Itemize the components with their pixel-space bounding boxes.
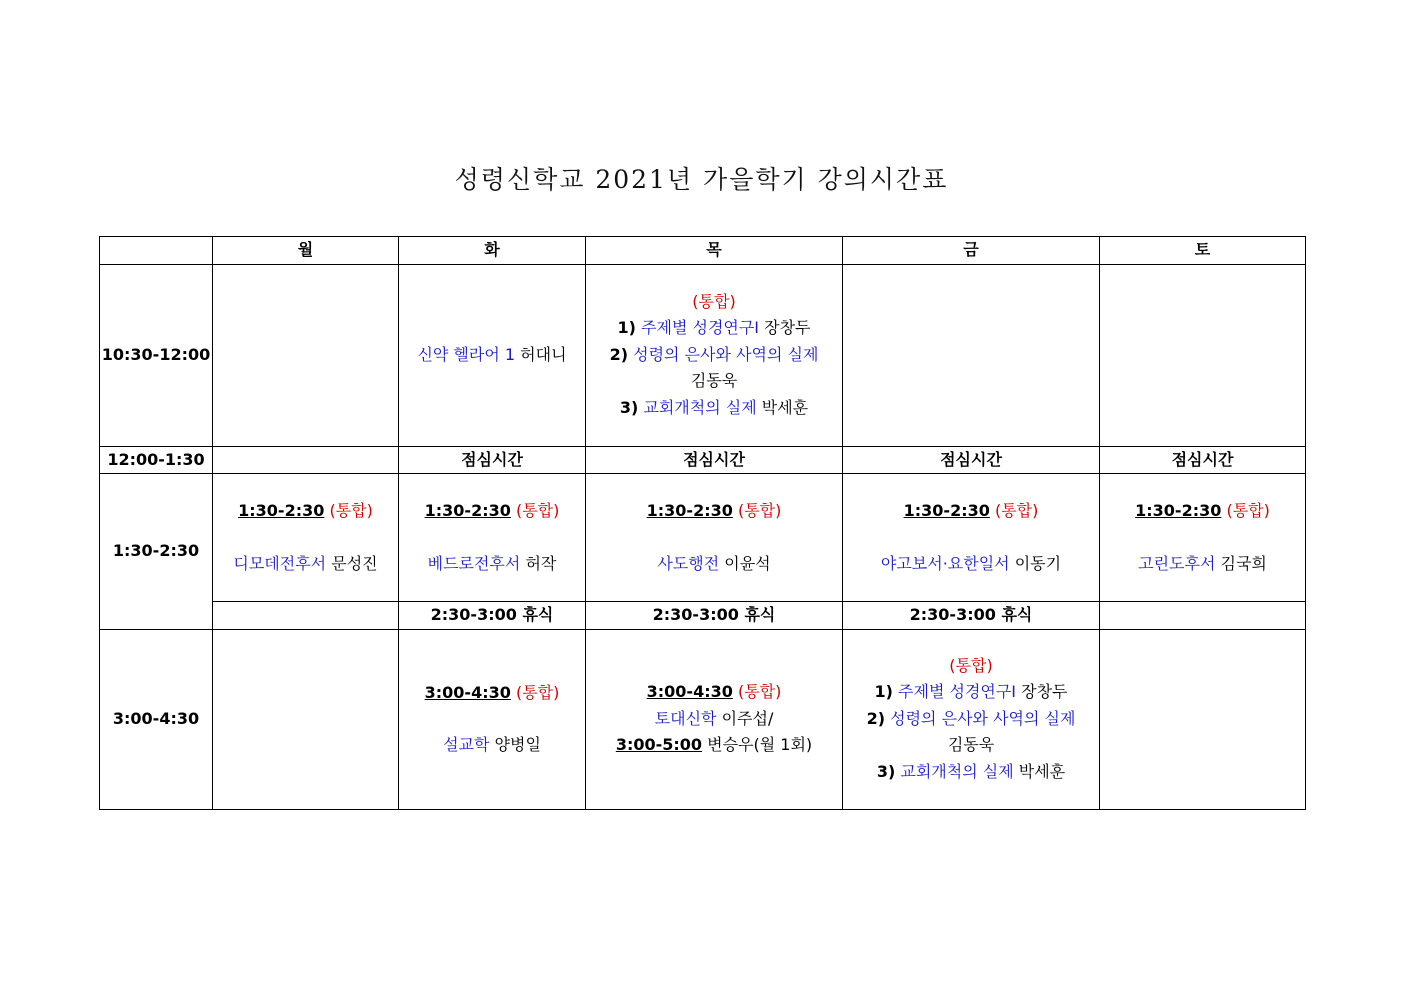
cell-mon-0130 (213, 474, 399, 602)
cell-tue-0130 (399, 474, 586, 602)
course-name: 교회개척의 실제 (900, 761, 1014, 781)
row-0130 (100, 474, 1306, 602)
course-name: 토대신학 (654, 708, 717, 728)
break-time: 2:30-3:00 (909, 605, 996, 624)
item-number: 3) (619, 397, 639, 417)
break-label: 휴식 (744, 605, 776, 624)
list-item (586, 395, 842, 422)
timetable (99, 236, 1306, 810)
cell-tue-1030 (399, 264, 586, 446)
break-cell (843, 602, 1100, 630)
day-header-sat: 토 (1100, 237, 1306, 265)
teacher-name: 허작 (525, 553, 557, 573)
course-name: 디모데전후서 (233, 553, 327, 573)
cell-thu-0300 (586, 629, 843, 809)
course-name: 베드로전후서 (427, 553, 521, 573)
course-name: 성령의 은사와 사역의 실제 (890, 708, 1076, 728)
item-number: 2) (866, 708, 886, 728)
day-header-tue: 화 (399, 237, 586, 265)
slot-time: 3:00-4:30 (646, 682, 733, 702)
cell-fri-1030 (843, 264, 1100, 446)
slot-time: 3:00-5:00 (615, 735, 703, 755)
cell-mon-0300 (213, 629, 399, 809)
course-name: 사도행전 (657, 553, 720, 573)
header-corner (100, 237, 213, 265)
list-item (843, 679, 1099, 706)
break-cell (586, 602, 843, 630)
row-lunch (100, 446, 1306, 474)
header-row (100, 237, 1306, 265)
teacher-name: 김국희 (1220, 553, 1267, 573)
cell-mon-lunch (213, 446, 399, 474)
break-cell (399, 602, 586, 630)
day-header-thu: 목 (586, 237, 843, 265)
lunch-label: 점심시간 (586, 446, 843, 474)
combined-tag: (통합) (515, 501, 560, 520)
row-1030 (100, 264, 1306, 446)
page-title: 성령신학교 2021년 가을학기 강의시간표 (454, 165, 949, 194)
course-name: 야고보서·요한일서 (880, 553, 1010, 573)
combined-tag: (통합) (692, 291, 736, 311)
slot-time: 1:30-2:30 (238, 501, 325, 520)
row-break (100, 602, 1306, 630)
slot-time: 1:30-2:30 (1135, 501, 1222, 520)
teacher-name: 박세훈 (761, 397, 809, 417)
slot-time: 3:00-4:30 (424, 682, 511, 702)
course-name: 신약 헬라어 1 (417, 344, 516, 364)
cell-tue-0300 (399, 629, 586, 809)
time-cell: 10:30-12:00 (100, 264, 213, 446)
time-cell: 1:30-2:30 (100, 474, 213, 630)
item-number: 1) (617, 318, 636, 338)
day-header-fri: 금 (843, 237, 1100, 265)
teacher-name: 문성진 (331, 553, 378, 573)
teacher-name: 이동기 (1014, 553, 1062, 573)
cell-thu-0130 (586, 474, 843, 602)
teacher-name: 양병일 (494, 735, 541, 754)
teacher-name: 이주섭/ (721, 708, 774, 728)
cell-fri-0300 (843, 629, 1100, 809)
combined-tag: (통합) (737, 682, 782, 702)
course-name: 주제별 성경연구I (898, 682, 1017, 702)
teacher-name: 허대니 (520, 344, 567, 364)
cell-mon-break (213, 602, 399, 630)
course-name: 고린도후서 (1138, 553, 1216, 573)
break-time: 2:30-3:00 (430, 605, 517, 624)
cell-mon-1030 (213, 264, 399, 446)
teacher-name: 김동욱 (690, 371, 738, 391)
day-header-mon: 월 (213, 237, 399, 265)
teacher-name: 장창두 (764, 318, 811, 338)
teacher-name: 장창두 (1021, 682, 1068, 702)
teacher-name: 이윤석 (724, 553, 771, 573)
combined-tag: (통합) (329, 501, 373, 520)
list-item (586, 342, 842, 369)
lunch-label: 점심시간 (843, 446, 1100, 474)
course-name: 성령의 은사와 사역의 실제 (633, 344, 819, 364)
break-time: 2:30-3:00 (652, 605, 739, 624)
list-item (843, 706, 1099, 733)
item-number: 2) (609, 344, 629, 364)
cell-sat-break (1100, 602, 1306, 630)
teacher-name: 김동욱 (947, 735, 995, 755)
row-0300 (100, 629, 1306, 809)
course-name: 주제별 성경연구I (641, 318, 760, 338)
combined-tag: (통합) (994, 501, 1039, 520)
cell-sat-0300 (1100, 629, 1306, 809)
slot-time: 1:30-2:30 (903, 501, 990, 520)
combined-tag: (통합) (949, 655, 993, 675)
combined-tag: (통합) (1226, 501, 1270, 520)
list-item (843, 759, 1099, 786)
time-cell: 12:00-1:30 (100, 446, 213, 474)
slot-time: 1:30-2:30 (646, 501, 733, 520)
course-name: 설교학 (443, 735, 490, 754)
cell-thu-1030 (586, 264, 843, 446)
cell-sat-1030 (1100, 264, 1306, 446)
cell-sat-0130 (1100, 474, 1306, 602)
teacher-name: 변승우(월 1회) (707, 735, 813, 755)
item-number: 1) (874, 682, 893, 702)
lunch-label: 점심시간 (399, 446, 586, 474)
break-label: 휴식 (1001, 605, 1033, 624)
combined-tag: (통합) (515, 682, 560, 702)
list-item (586, 315, 842, 342)
teacher-name: 박세훈 (1018, 761, 1066, 781)
lunch-label: 점심시간 (1100, 446, 1306, 474)
item-number: 3) (876, 761, 896, 781)
time-cell: 3:00-4:30 (100, 629, 213, 809)
combined-tag: (통합) (737, 501, 782, 520)
cell-fri-0130 (843, 474, 1100, 602)
course-name: 교회개척의 실제 (643, 397, 757, 417)
break-label: 휴식 (522, 605, 554, 624)
slot-time: 1:30-2:30 (424, 501, 511, 520)
